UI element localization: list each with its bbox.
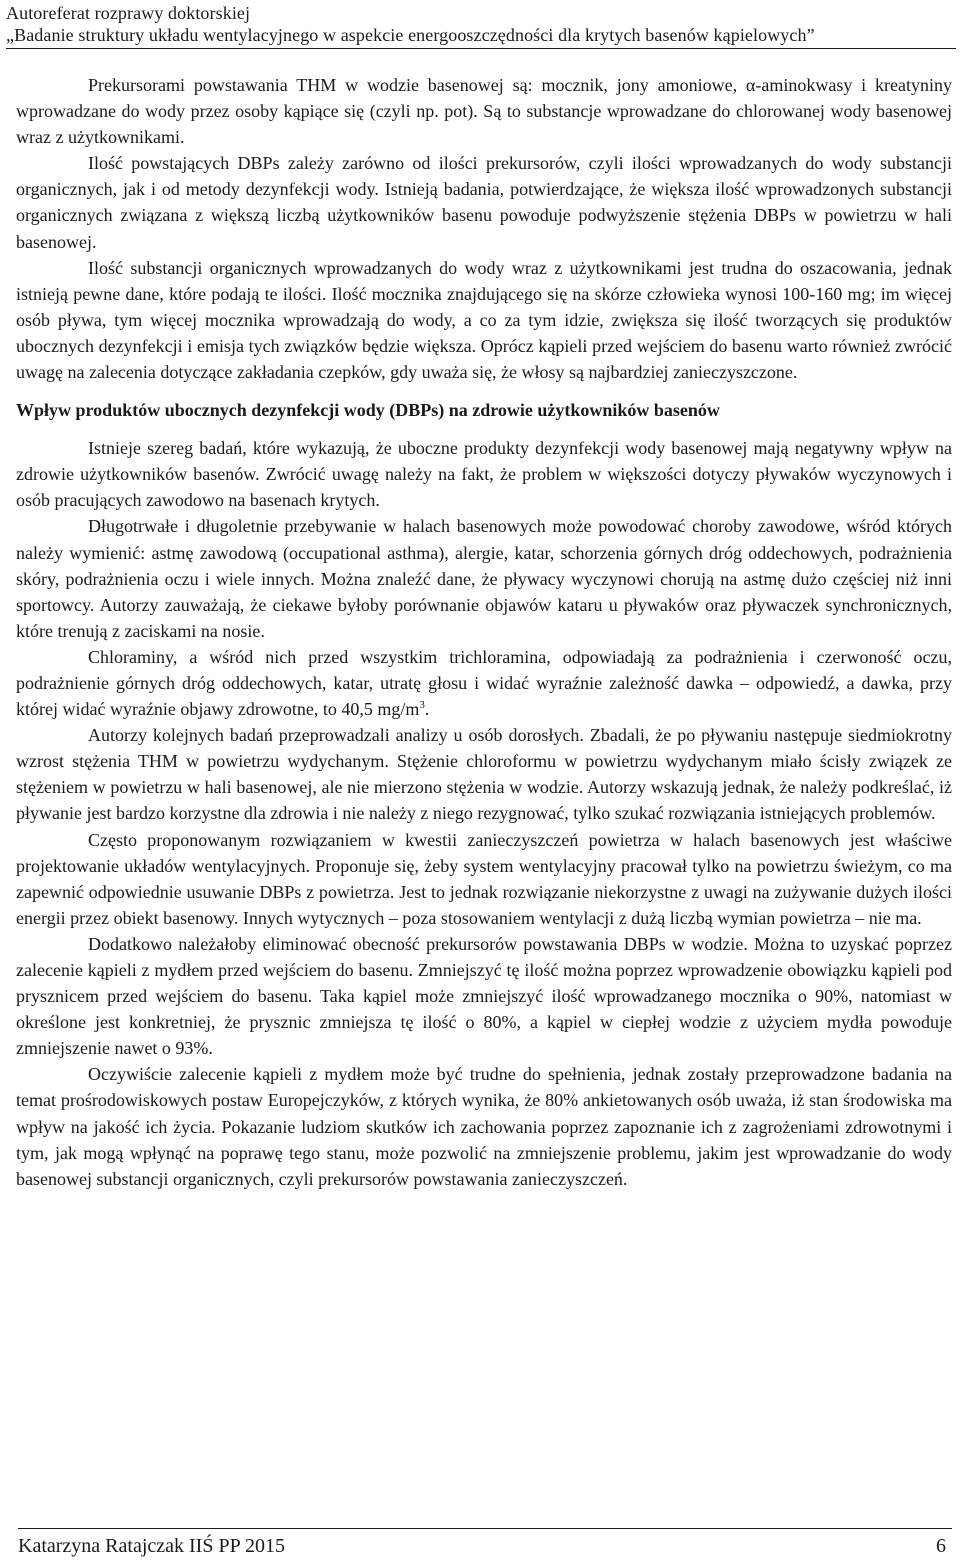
paragraph-organic-substances: Ilość substancji organicznych wprowadzanych do wody wraz z użytkownikami jest trudna do oszacowania, jednak istnieją pewne dane, które podają te ilości. Ilość mocznika znajdującego się na skórze człowieka wynosi 100-160 mg; im więcej osób pływa, tym więcej mocznika wprowadzają do wody, a co za tym idzie, zwiększa się ilość tworzących się produktów ubocznych dezynfekcji i emisja tych związków będzie większa. Oprócz kąpieli przed wejściem do basenu warto również zwrócić uwagę na zalecenia dotyczące zakładania czepków, gdy uważa się, że włosy są najbardziej zanieczyszczone. [16,257,952,383]
paragraph-dbps-amount: Ilość powstających DBPs zależy zarówno od ilości prekursorów, czyli ilości wprowadzanych do wody substancji organicznych, jak i od metody dezynfekcji wody. Istnieją badania, potwierdzające, że większa ilość wprowadzonych substancji organicznych związana z większą liczbą użytkowników basenu powoduje podwyższenie stężenia DBPs w powietrzu w hali basenowej. [16,153,952,252]
paragraph-precursors: Prekursorami powstawania THM w wodzie basenowej są: mocznik, jony amoniowe, α-aminokwasy i kreatyniny wprowadzane do wody przez osoby kąpiące się (czyli np. pot). Są to substancje wprowadzane do chlorowanej wody basenowej wraz z użytkownikami. [16,75,952,148]
chloramines-text: Chloraminy, a wśród nich przed wszystkim trichloramina, odpowiadają za podrażnienia i czerwoność oczu, podrażnienie górnych dróg oddechowych, katar, utratę głosu i widać wyraźnie zależność dawka – odpowiedź, a dawka, przy której widać wyraźnie objawy zdrowotne, to 40,5 mg/m [16,646,952,720]
document-type-line: Autoreferat rozprawy doktorskiej [6,3,251,23]
paragraph-precursor-elimination: Dodatkowo należałoby eliminować obecność prekursorów powstawania DBPs w wodzie. Można to uzyskać poprzez zalecenie kąpieli z mydłem przed wejściem do basenu. Zmniejszyć tę ilość można poprzez wprowadzenie obowiązku kąpieli pod prysznicem przed wejściem do basenu. Taka kąpiel może zmniejszyć ilość wprowadzanego mocznika o 90%, natomiast w określone jest konkretniej, że prysznic zmniejsza tę ilość o 80%, a kąpiel w ciepłej wodzie z użyciem mydła powoduje zmniejszenie nawet o 93%. [16,933,952,1059]
section-heading: Wpływ produktów ubocznych dezynfekcji wody (DBPs) na zdrowie użytkowników basenów [16,400,720,421]
unit-superscript: 3 [419,699,425,712]
page-body [16,72,952,1192]
paragraph-occupational-diseases: Długotrwałe i długoletnie przebywanie w halach basenowych może powodować choroby zawodowe, wśród których należy wymienić: astmę zawodową (occupational asthma), alergie, katar, schorzenia górnych dróg oddechowych, podrażnienia skóry, podrażnienia oczu i wiele innych. Można znaleźć dane, że pływacy wyczynowi chorują na astmę dużo częściej niż inni sportowcy. Autorzy zauważają, że ciekawe byłoby porównanie objawów kataru u pływaków oraz pływaczek synchronicznych, które trenują z zaciskami na nosie. [16,516,952,641]
paragraph-ventilation: Często proponowanym rozwiązaniem w kwestii zanieczyszczeń powietrza w halach basenowych jest właściwe projektowanie układów wentylacyjnych. Proponuje się, żeby system wentylacyjny pracował tylko na powietrzu świeżym, co ma zapewnić odpowiednie usuwanie DBPs z powietrza. Jest to jednak rozwiązanie niekorzystne z uwagi na zużywanie dużych ilości energii przez obiekt basenowy. Innych wytycznych – poza stosowaniem wentylacji z dużą liczbą wymian powietrza – nie ma. [16,829,952,928]
paragraph-shower-recommendation: Oczywiście zalecenie kąpieli z mydłem może być trudne do spełnienia, jednak zostały przeprowadzone badania na temat prośrodowiskowych postaw Europejczyków, z których wynika, że 80% ankietowanych osób uważa, iż stan środowiska ma wpływ na jakość ich życia. Pokazanie ludziom skutków ich zachowania poprzez zapoznanie ich z zagrożeniami zdrowotnymi i tym, jak mogą wpłynąć na poprawę tego stanu, może pozwolić na zmniejszenie problemu, jakim jest wprowadzanie do wody basenowej substancji organicznych, czyli prekursorów powstawania zanieczyszczeń. [16,1064,952,1189]
page-footer [18,1528,952,1559]
paragraph-health-impact: Istnieje szereg badań, które wykazują, że uboczne produkty dezynfekcji wody basenowej mają negatywny wpływ na zdrowie użytkowników basenów. Zwrócić uwagę należy na fakt, że problem w większości dotyczy pływaków wyczynowych i osób pracujących zawodowo na basenach krytych. [16,438,952,511]
page-header [6,2,956,49]
footer-author: Katarzyna Ratajczak IIŚ PP 2015 [18,1535,285,1557]
thesis-title-line: „Badanie struktury układu wentylacyjnego w aspekcie energooszczędności dla krytych basenów kąpielowych” [6,25,815,45]
paragraph-chloramines [16,644,952,722]
page-number: 6 [936,1535,946,1557]
paragraph-adult-studies: Autorzy kolejnych badań przeprowadzali analizy u osób dorosłych. Zbadali, że po pływaniu następuje siedmiokrotny wzrost stężenia THM w powietrzu wydychanym. Stężenie chloroformu w powietrzu wydychanym miało ścisły związek ze stężeniem w powietrzu w hali basenowej, ale nie mierzono stężenia w wodzie. Autorzy wskazują jednak, że należy podkreślać, iż pływanie jest bardzo korzystne dla zdrowia i nie należy z niego rezygnować, tylko szukać rozwiązania istniejących problemów. [16,725,952,824]
chloramines-end: . [424,699,430,720]
